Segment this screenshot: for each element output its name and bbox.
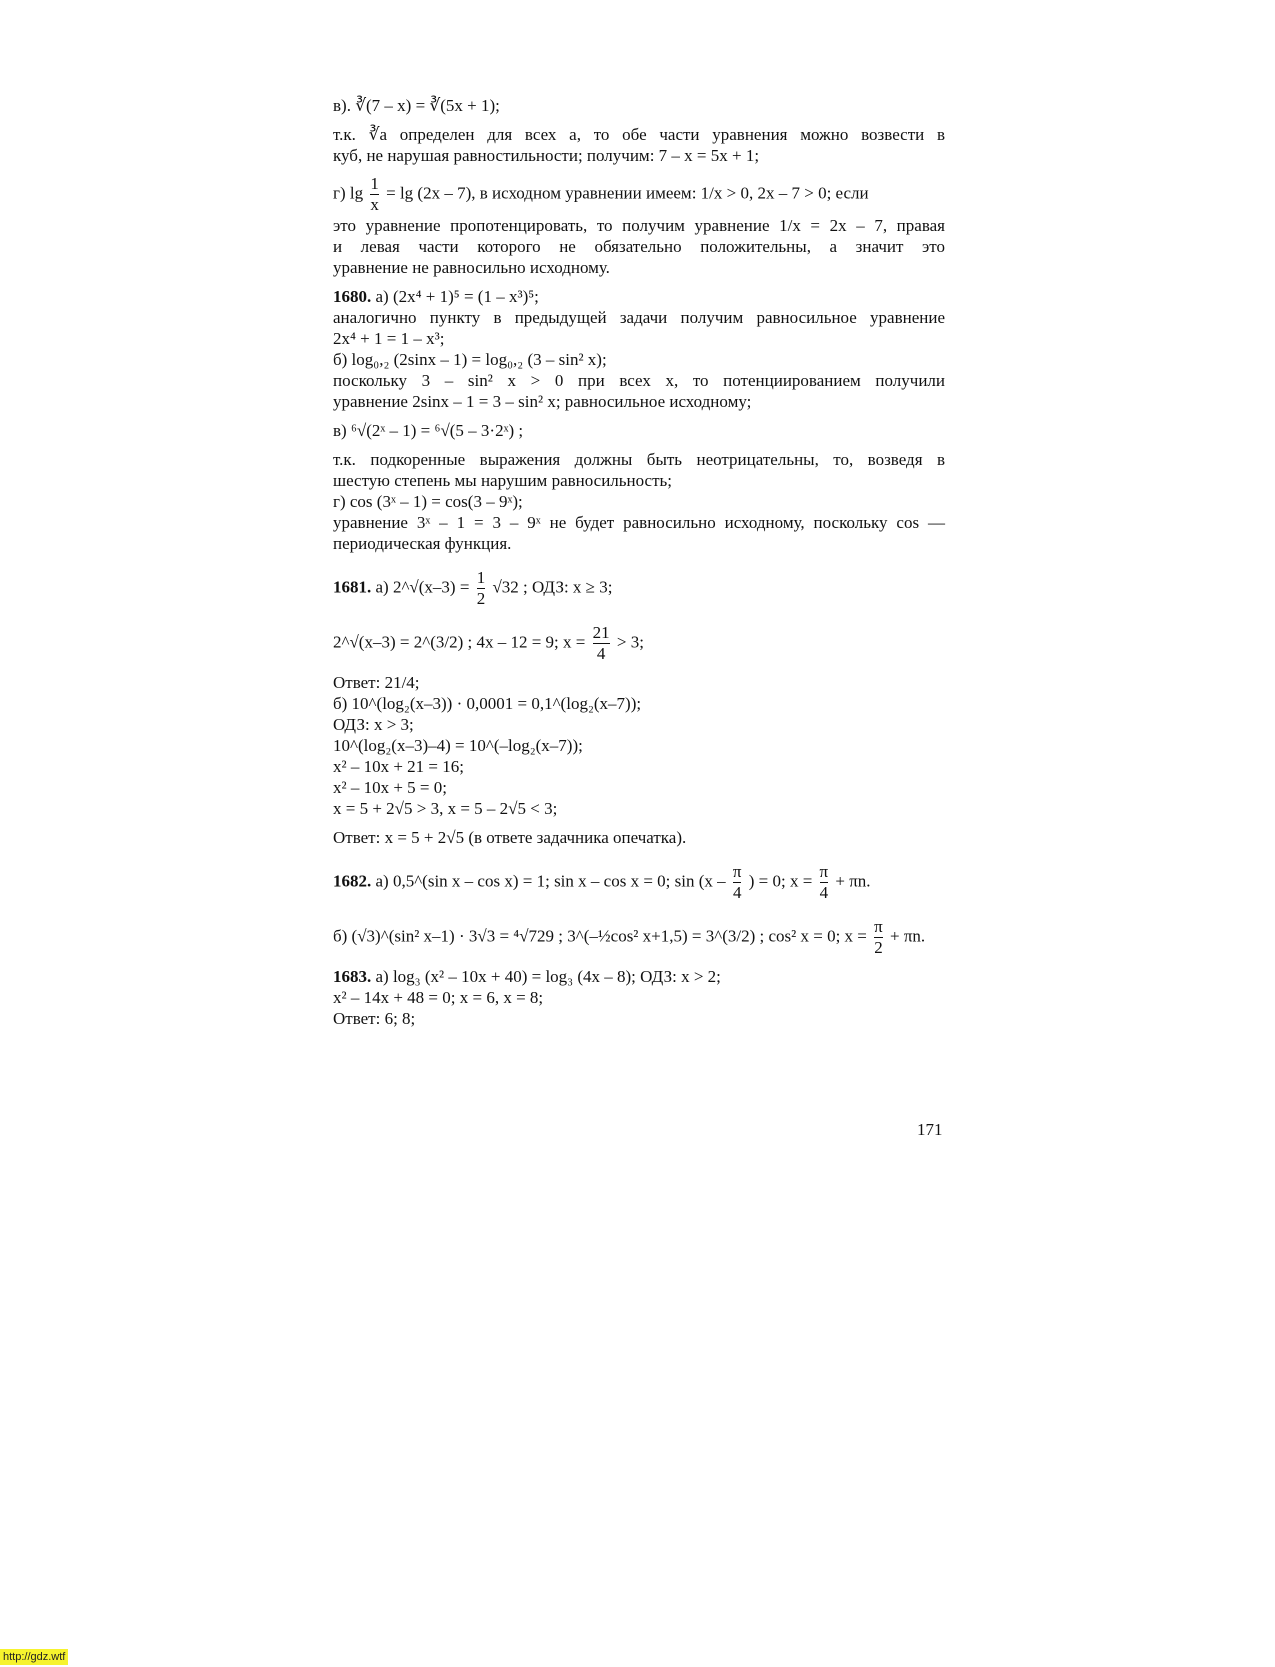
- fraction-numerator: π: [874, 917, 883, 936]
- formula-1680a: а) (2x⁴ + 1)⁵ = (1 – x³)⁵;: [375, 287, 539, 306]
- formula-1682a-right: + πn.: [835, 871, 871, 891]
- fraction-denominator: 2: [476, 589, 486, 608]
- fraction-pi-over-4-b: [820, 862, 829, 903]
- solution-page: [333, 95, 945, 1029]
- fraction-pi-over-2: [874, 917, 883, 958]
- line-roots: x = 5 + 2√5 > 3, x = 5 – 2√5 < 3;: [333, 799, 558, 818]
- line-1683-quadratic: x² – 14x + 48 = 0; x = 6, x = 8;: [333, 988, 544, 1007]
- line-v-cube-roots: в). ∛(7 – x) = ∛(5x + 1);: [333, 96, 500, 115]
- line-quadratic-1: x² – 10x + 21 = 16;: [333, 757, 464, 776]
- fraction-numerator: 1: [476, 568, 486, 587]
- line-potentiate: это уравнение пропотенцировать, то получим уравнение 1/x = 2x – 7, правая: [333, 216, 945, 235]
- formula-1683a: а) log₃ (x² – 10x + 40) = log₃ (4x – 8); ОДЗ: x > 2;: [375, 967, 721, 986]
- formula-1681a-right: √32 ; ОДЗ: x ≥ 3;: [492, 577, 613, 597]
- line-1680a: [333, 286, 945, 307]
- g-prefix: г) lg: [333, 183, 364, 203]
- line-answer-6-8: Ответ: 6; 8;: [333, 1009, 416, 1028]
- problem-number-1680: 1680.: [333, 287, 372, 306]
- problem-number-1681: 1681.: [333, 577, 372, 597]
- line-not-positive: и левая части которого не обязательно положительны, а значит это: [333, 237, 945, 256]
- formula-1682a-left: а) 0,5^(sin x – cos x) = 1; sin x – cos x = 0; sin (x –: [375, 871, 726, 891]
- fraction-numerator: 1: [370, 174, 379, 193]
- line-1681a-step: [333, 623, 945, 664]
- line-since-sin: поскольку 3 – sin² x > 0 при всех x, то потенциированием получили: [333, 371, 945, 390]
- line-tk-cube-root: т.к. ∛a определен для всех а, то обе части уравнения можно возвести в: [333, 125, 945, 144]
- problem-number-1682: 1682.: [333, 871, 372, 891]
- line-1681b-step: 10^(log₂(x–3)–4) = 10^(–log₂(x–7));: [333, 736, 583, 755]
- formula-1681a-left: а) 2^√(x–3) =: [375, 577, 470, 597]
- fraction-one-half: [477, 568, 486, 609]
- problem-number-1683: 1683.: [333, 967, 372, 986]
- line-odz-x-gt-3: ОДЗ: x > 3;: [333, 715, 414, 734]
- g-rest: = lg (2x – 7), в исходном уравнении имеем: 1/x > 0, 2x – 7 > 0; если: [386, 183, 869, 203]
- line-equation-2sinx: уравнение 2sinx – 1 = 3 – sin² x; равносильное исходному;: [333, 392, 752, 411]
- formula-1681a2-left: 2^√(x–3) = 2^(3/2) ; 4x – 12 = 9; x =: [333, 632, 586, 652]
- line-1680b: б) log₀,₂ (2sinx – 1) = log₀,₂ (3 – sin² x);: [333, 350, 607, 369]
- line-1681b: б) 10^(log₂(x–3)) · 0,0001 = 0,1^(log₂(x–7));: [333, 694, 642, 713]
- line-1680a-eq: 2x⁴ + 1 = 1 – x³;: [333, 329, 445, 348]
- line-1682a: [333, 862, 945, 903]
- fraction-1-over-x: [370, 174, 379, 215]
- line-g-log: [333, 174, 945, 215]
- formula-1682a-mid: ) = 0; x =: [748, 871, 813, 891]
- line-1683a: [333, 966, 945, 987]
- line-sixth-power: шестую степень мы нарушим равносильность;: [333, 471, 673, 490]
- line-periodic: уравнение 3ˣ – 1 = 3 – 9ˣ не будет равносильно исходному, поскольку cos —: [333, 513, 945, 532]
- line-1682b: [333, 917, 945, 958]
- line-not-equivalent: уравнение не равносильно исходному.: [333, 258, 610, 277]
- fraction-numerator: π: [819, 862, 829, 881]
- fraction-numerator: π: [732, 862, 742, 881]
- fraction-numerator: 21: [592, 623, 610, 642]
- fraction-denominator: 2: [874, 938, 883, 957]
- formula-1681a2-right: > 3;: [616, 632, 644, 652]
- fraction-denominator: 4: [732, 883, 742, 902]
- line-radicands: т.к. подкоренные выражения должны быть неотрицательны, то, возведя в: [333, 450, 945, 469]
- line-answer-21-4: Ответ: 21/4;: [333, 673, 420, 692]
- watermark-link[interactable]: http://gdz.wtf: [0, 1649, 68, 1665]
- page-number: 171: [917, 1120, 943, 1139]
- line-1681a: [333, 568, 945, 609]
- line-1680g: г) cos (3ˣ – 1) = cos(3 – 9ˣ);: [333, 492, 523, 511]
- formula-1682b-left: б) (√3)^(sin² x–1) · 3√3 = ⁴√729 ; 3^(–½cos² x+1,5) = 3^(3/2) ; cos² x = 0; x =: [333, 926, 867, 946]
- line-quadratic-2: x² – 10x + 5 = 0;: [333, 778, 447, 797]
- line-periodic-fn: периодическая функция.: [333, 534, 512, 553]
- line-answer-1681b: Ответ: x = 5 + 2√5 (в ответе задачника опечатка).: [333, 828, 687, 847]
- line-cube-result: куб, не нарушая равностильности; получим: 7 – x = 5x + 1;: [333, 146, 760, 165]
- fraction-21-over-4: [593, 623, 610, 664]
- line-analog: аналогично пункту в предыдущей задачи получим равносильное уравнение: [333, 308, 945, 327]
- fraction-pi-over-4: [733, 862, 742, 903]
- formula-1682b-right: + πn.: [889, 926, 926, 946]
- fraction-denominator: 4: [819, 883, 829, 902]
- fraction-denominator: 4: [593, 643, 610, 664]
- fraction-denominator: x: [370, 195, 379, 214]
- line-1680v: в) ⁶√(2ˣ – 1) = ⁶√(5 – 3·2ˣ) ;: [333, 421, 524, 440]
